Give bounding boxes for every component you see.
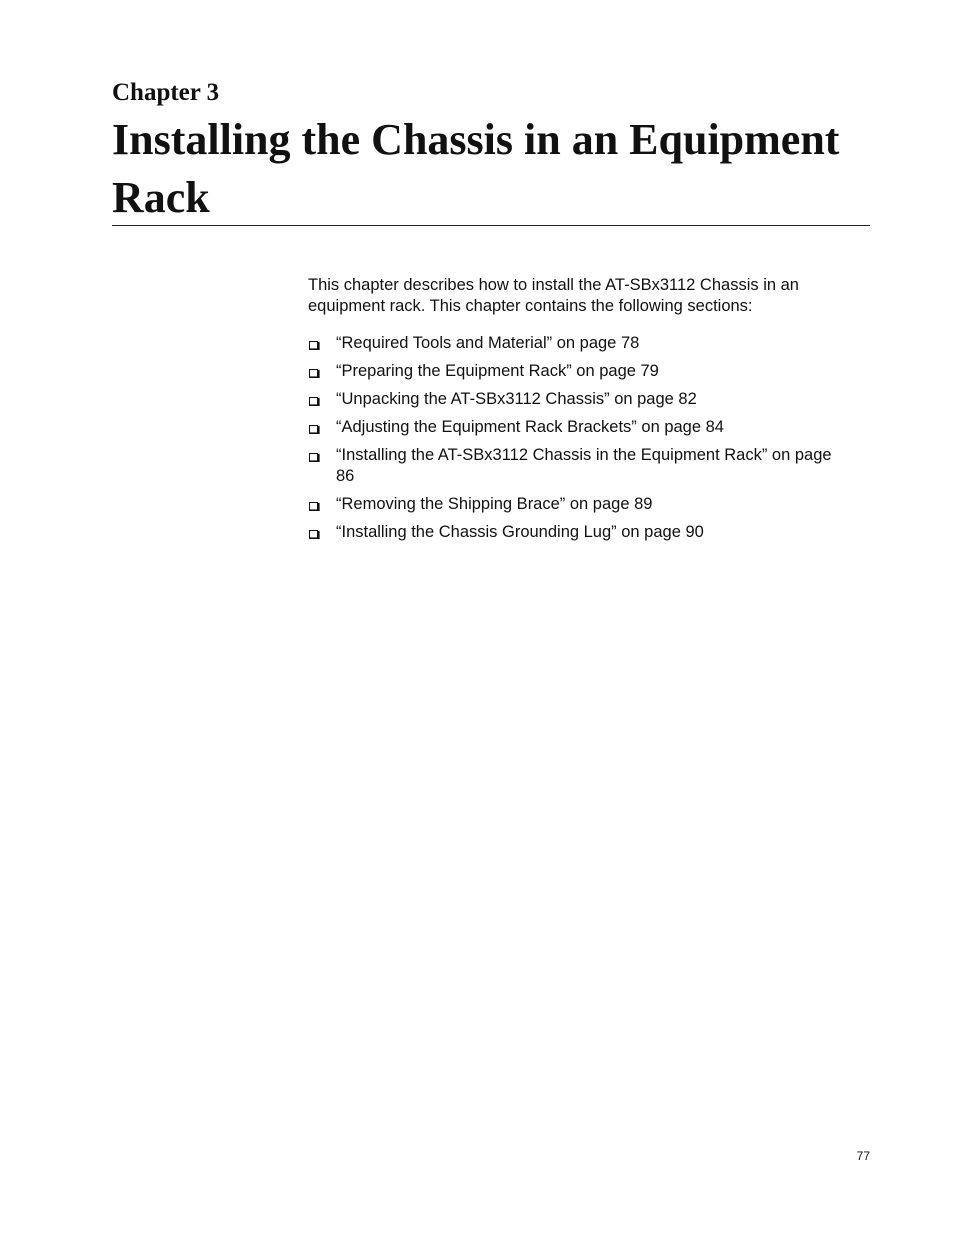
section-item [308,522,848,543]
hollow-square-bullet-icon [309,500,320,511]
hollow-square-bullet-icon [309,395,320,406]
hollow-square-bullet-icon [309,528,320,539]
section-link[interactable]: “Adjusting the Equipment Rack Brackets” on page 84 [336,418,724,436]
title-rule [112,225,870,226]
chapter-label: Chapter 3 [112,79,220,106]
section-link[interactable]: “Installing the Chassis Grounding Lug” on page 90 [336,523,704,541]
chapter-title: Installing the Chassis in an Equipment Rack [112,115,840,222]
section-item [308,494,848,515]
section-item [308,389,848,410]
section-item [308,445,848,487]
section-link[interactable]: “Required Tools and Material” on page 78 [336,334,640,352]
page-number: 77 [856,1149,870,1163]
hollow-square-bullet-icon [309,367,320,378]
section-item [308,361,848,382]
hollow-square-bullet-icon [309,423,320,434]
hollow-square-bullet-icon [309,339,320,350]
chapter-content [308,275,848,550]
section-item [308,333,848,354]
section-item [308,417,848,438]
section-link[interactable]: “Preparing the Equipment Rack” on page 79 [336,362,659,380]
section-link[interactable]: “Installing the AT-SBx3112 Chassis in the Equipment Rack” on page 86 [336,446,832,485]
section-link[interactable]: “Unpacking the AT-SBx3112 Chassis” on page 82 [336,390,697,408]
intro-paragraph: This chapter describes how to install the AT-SBx3112 Chassis in an equipment rack. This chapter contains the following sections: [308,276,799,315]
section-list [308,333,848,543]
hollow-square-bullet-icon [309,451,320,462]
section-link[interactable]: “Removing the Shipping Brace” on page 89 [336,495,653,513]
